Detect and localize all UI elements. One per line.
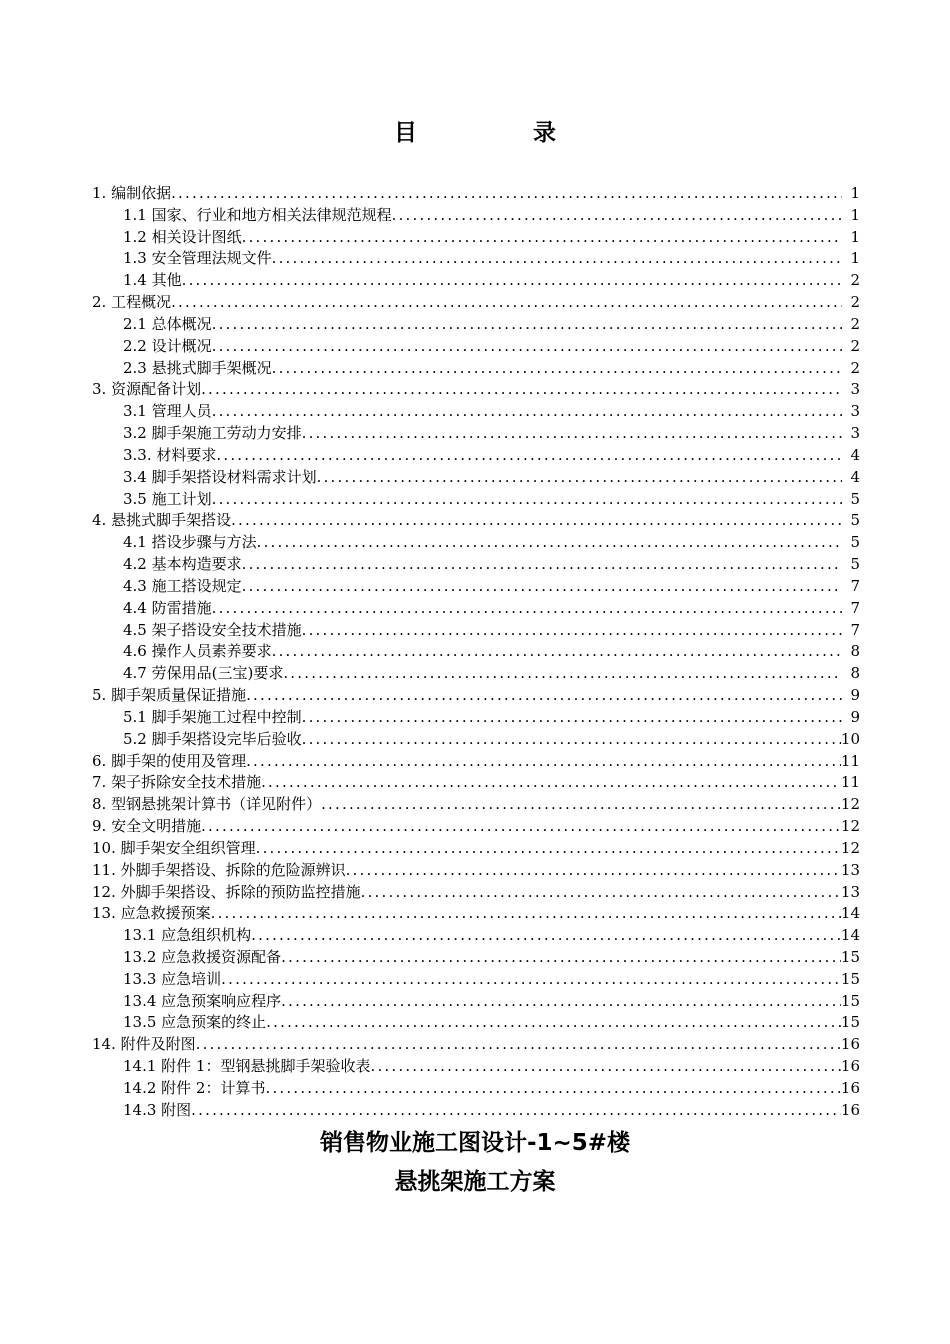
toc-entry-label: 4. 悬挑式脚手架搭设 (92, 511, 232, 530)
toc-entry-leader (302, 423, 842, 445)
toc-entry-page: 13 (840, 882, 860, 901)
toc-entry-label: 4.7 劳保用品(三宝)要求 (123, 664, 284, 683)
toc-entry-leader (317, 467, 842, 489)
toc-entry[interactable] (92, 248, 860, 270)
toc-entry-leader (272, 641, 842, 663)
toc-entry[interactable] (92, 467, 860, 489)
toc-entry-leader (171, 292, 842, 314)
toc-entry-leader (302, 729, 841, 751)
toc-entry-leader (272, 358, 842, 380)
toc-entry-label: 13.4 应急预案响应程序 (123, 991, 282, 1010)
toc-entry-label: 12. 外脚手架搭设、拆除的预防监控措施 (92, 882, 361, 901)
toc-entry-leader (257, 532, 842, 554)
toc-entry-page: 14 (840, 926, 860, 945)
toc-entry[interactable] (92, 1034, 860, 1056)
toc-entry[interactable] (92, 903, 860, 925)
toc-entry-leader (201, 816, 841, 838)
toc-entry[interactable] (92, 882, 860, 904)
toc-entry[interactable] (92, 401, 860, 423)
toc-entry-label: 13. 应急救援预案 (92, 904, 211, 923)
toc-entry-page: 12 (840, 795, 860, 814)
toc-entry-page: 1 (850, 205, 860, 224)
toc-entry-label: 7. 架子拆除安全技术措施 (92, 773, 262, 792)
toc-entry-page: 8 (850, 642, 860, 661)
toc-entry-label: 3.5 施工计划 (123, 489, 212, 508)
toc-entry[interactable] (92, 1012, 860, 1034)
toc-entry-page: 7 (850, 598, 860, 617)
toc-entry[interactable] (92, 1078, 860, 1100)
toc-entry-page: 1 (850, 249, 860, 268)
toc-entry-label: 6. 脚手架的使用及管理 (92, 751, 247, 770)
toc-entry-label: 1.1 国家、行业和地方相关法律规范规程 (123, 205, 392, 224)
toc-entry-leader (272, 248, 842, 270)
toc-entry[interactable] (92, 991, 860, 1013)
toc-entry-page: 5 (850, 533, 860, 552)
toc-entry-page: 15 (840, 1013, 860, 1032)
toc-entry[interactable] (92, 576, 860, 598)
toc-entry-label: 2. 工程概况 (92, 293, 172, 312)
toc-entry-page: 15 (840, 991, 860, 1010)
document-title-line2: 悬挑架施工方案 (394, 1169, 556, 1195)
toc-entry-label: 1.2 相关设计图纸 (123, 227, 242, 246)
table-of-contents (92, 183, 860, 1122)
toc-entry-leader (196, 1034, 841, 1056)
toc-entry-page: 7 (850, 576, 860, 595)
toc-entry-leader (281, 947, 841, 969)
toc-entry[interactable] (92, 772, 860, 794)
toc-entry-page: 14 (840, 904, 860, 923)
toc-entry-page: 12 (840, 838, 860, 857)
toc-entry-label: 3.3. 材料要求 (123, 445, 217, 464)
toc-entry[interactable] (92, 445, 860, 467)
toc-entry[interactable] (92, 947, 860, 969)
toc-entry-label: 4.5 架子搭设安全技术措施 (123, 620, 302, 639)
toc-entry[interactable] (92, 314, 860, 336)
toc-entry-page: 2 (850, 293, 860, 312)
toc-entry-leader (392, 205, 842, 227)
toc-entry-leader (265, 1078, 840, 1100)
toc-entry[interactable] (92, 751, 860, 773)
toc-entry[interactable] (92, 554, 860, 576)
toc-entry-leader (182, 270, 842, 292)
toc-entry-label: 9. 安全文明措施 (92, 817, 202, 836)
toc-entry-leader (212, 489, 842, 511)
toc-entry-label: 4.3 施工搭设规定 (123, 576, 242, 595)
toc-entry-leader (346, 860, 841, 882)
toc-entry-page: 16 (840, 1057, 860, 1076)
toc-entry-page: 16 (840, 1078, 860, 1097)
toc-entry-page: 2 (850, 336, 860, 355)
toc-entry[interactable] (92, 205, 860, 227)
toc-entry-page: 1 (850, 227, 860, 246)
toc-entry-label: 14.2 附件 2：计算书 (123, 1078, 266, 1097)
document-title-line1: 销售物业施工图设计-1~5#楼 (319, 1130, 631, 1156)
toc-entry[interactable] (92, 685, 860, 707)
toc-entry-leader (370, 1056, 840, 1078)
toc-entry-page: 5 (850, 555, 860, 574)
toc-heading-left: 目 (394, 120, 417, 146)
toc-entry-leader (242, 227, 842, 249)
toc-entry[interactable] (92, 707, 860, 729)
toc-entry-leader (221, 969, 841, 991)
toc-entry-page: 15 (840, 947, 860, 966)
toc-entry-page: 5 (850, 489, 860, 508)
toc-entry-leader (302, 620, 842, 642)
toc-entry-label: 4.4 防雷措施 (123, 598, 212, 617)
toc-entry-leader (231, 510, 842, 532)
toc-entry-page: 3 (850, 402, 860, 421)
toc-entry-leader (191, 1100, 841, 1122)
toc-entry-label: 13.1 应急组织机构 (123, 926, 252, 945)
toc-entry-page: 8 (850, 664, 860, 683)
toc-entry[interactable] (92, 641, 860, 663)
toc-entry-label: 1. 编制依据 (92, 184, 172, 202)
toc-entry-leader (242, 576, 842, 598)
toc-entry-leader (256, 838, 841, 860)
toc-entry[interactable] (92, 1056, 860, 1078)
toc-entry-label: 11. 外脚手架搭设、拆除的危险源辨识 (92, 860, 346, 879)
toc-entry-page: 16 (840, 1100, 860, 1119)
toc-entry-label: 14. 附件及附图 (92, 1035, 196, 1054)
toc-entry[interactable] (92, 1100, 860, 1122)
toc-entry[interactable] (92, 358, 860, 380)
toc-entry-leader (246, 751, 841, 773)
toc-entry-leader (251, 925, 841, 947)
toc-entry[interactable] (92, 270, 860, 292)
toc-entry-page: 16 (840, 1035, 860, 1054)
toc-entry-page: 5 (850, 511, 860, 530)
toc-entry-label: 4.2 基本构造要求 (123, 555, 242, 574)
toc-entry[interactable] (92, 860, 860, 882)
toc-heading (0, 114, 950, 147)
toc-entry-page: 9 (850, 707, 860, 726)
toc-entry-leader (302, 707, 842, 729)
toc-entry-page: 2 (850, 271, 860, 290)
toc-entry-label: 8. 型钢悬挑架计算书（详见附件） (92, 795, 322, 814)
toc-entry-page: 2 (850, 314, 860, 333)
toc-entry-label: 10. 脚手架安全组织管理 (92, 838, 256, 857)
toc-entry-label: 5.1 脚手架施工过程中控制 (123, 707, 302, 726)
toc-entry-leader (211, 903, 841, 925)
toc-entry[interactable] (92, 794, 860, 816)
toc-entry-label: 2.3 悬挑式脚手架概况 (123, 358, 272, 377)
toc-entry-label: 13.5 应急预案的终止 (123, 1013, 267, 1032)
toc-entry[interactable] (92, 292, 860, 314)
toc-entry-label: 13.2 应急救援资源配备 (123, 947, 282, 966)
toc-entry-leader (212, 401, 842, 423)
toc-entry-page: 13 (840, 860, 860, 879)
toc-entry-label: 14.3 附图 (123, 1100, 192, 1119)
toc-entry-label: 3.2 脚手架施工劳动力安排 (123, 424, 302, 443)
toc-entry[interactable] (92, 379, 860, 401)
toc-entry[interactable] (92, 532, 860, 554)
toc-heading-right: 录 (533, 120, 556, 146)
toc-entry-label: 13.3 应急培训 (123, 969, 222, 988)
toc-entry[interactable] (92, 620, 860, 642)
toc-entry[interactable] (92, 816, 860, 838)
toc-entry-page: 1 (850, 184, 860, 202)
toc-entry-label: 3. 资源配备计划 (92, 380, 202, 399)
toc-entry[interactable] (92, 925, 860, 947)
toc-entry-leader (212, 336, 842, 358)
toc-entry-label: 5.2 脚手架搭设完毕后验收 (123, 729, 302, 748)
toc-entry-page: 7 (850, 620, 860, 639)
toc-entry-label: 2.2 设计概况 (123, 336, 212, 355)
toc-entry-label: 4.6 操作人员素养要求 (123, 642, 272, 661)
toc-entry[interactable] (92, 838, 860, 860)
toc-entry-page: 3 (850, 424, 860, 443)
toc-entry-page: 10 (840, 729, 860, 748)
toc-entry-label: 1.4 其他 (123, 271, 182, 290)
toc-entry-label: 14.1 附件 1：型钢悬挑脚手架验收表 (123, 1057, 371, 1076)
toc-entry-page: 2 (850, 358, 860, 377)
toc-entry-page: 4 (850, 445, 860, 464)
toc-entry-leader (361, 882, 841, 904)
toc-entry[interactable] (92, 489, 860, 511)
toc-entry-page: 3 (850, 380, 860, 399)
toc-entry[interactable] (92, 969, 860, 991)
toc-entry-leader (212, 598, 842, 620)
toc-entry-page: 9 (850, 686, 860, 705)
toc-entry-label: 4.1 搭设步骤与方法 (123, 533, 257, 552)
toc-entry-leader (242, 554, 842, 576)
toc-entry-page: 15 (840, 969, 860, 988)
toc-entry-leader (216, 445, 842, 467)
toc-entry[interactable] (92, 598, 860, 620)
toc-entry-leader (321, 794, 841, 816)
toc-entry-leader (266, 1012, 841, 1034)
toc-entry-leader (261, 772, 841, 794)
toc-entry[interactable] (92, 423, 860, 445)
toc-entry[interactable] (92, 510, 860, 532)
toc-entry-label: 3.4 脚手架搭设材料需求计划 (123, 467, 317, 486)
toc-entry-page: 11 (840, 751, 860, 770)
toc-entry-label: 1.3 安全管理法规文件 (123, 249, 272, 268)
toc-entry-label: 2.1 总体概况 (123, 314, 212, 333)
toc-entry-leader (281, 991, 841, 1013)
toc-entry-label: 5. 脚手架质量保证措施 (92, 686, 247, 705)
toc-entry-page: 11 (840, 773, 860, 792)
toc-entry[interactable] (92, 183, 860, 205)
toc-entry[interactable] (92, 227, 860, 249)
toc-entry-leader (171, 183, 842, 205)
toc-entry-leader (201, 379, 842, 401)
toc-entry-leader (283, 663, 842, 685)
toc-entry-label: 3.1 管理人员 (123, 402, 212, 421)
toc-entry-page: 12 (840, 817, 860, 836)
toc-entry-leader (212, 314, 842, 336)
toc-entry-leader (246, 685, 842, 707)
toc-entry[interactable] (92, 336, 860, 358)
toc-entry-page: 4 (850, 467, 860, 486)
toc-entry[interactable] (92, 663, 860, 685)
toc-entry[interactable] (92, 729, 860, 751)
